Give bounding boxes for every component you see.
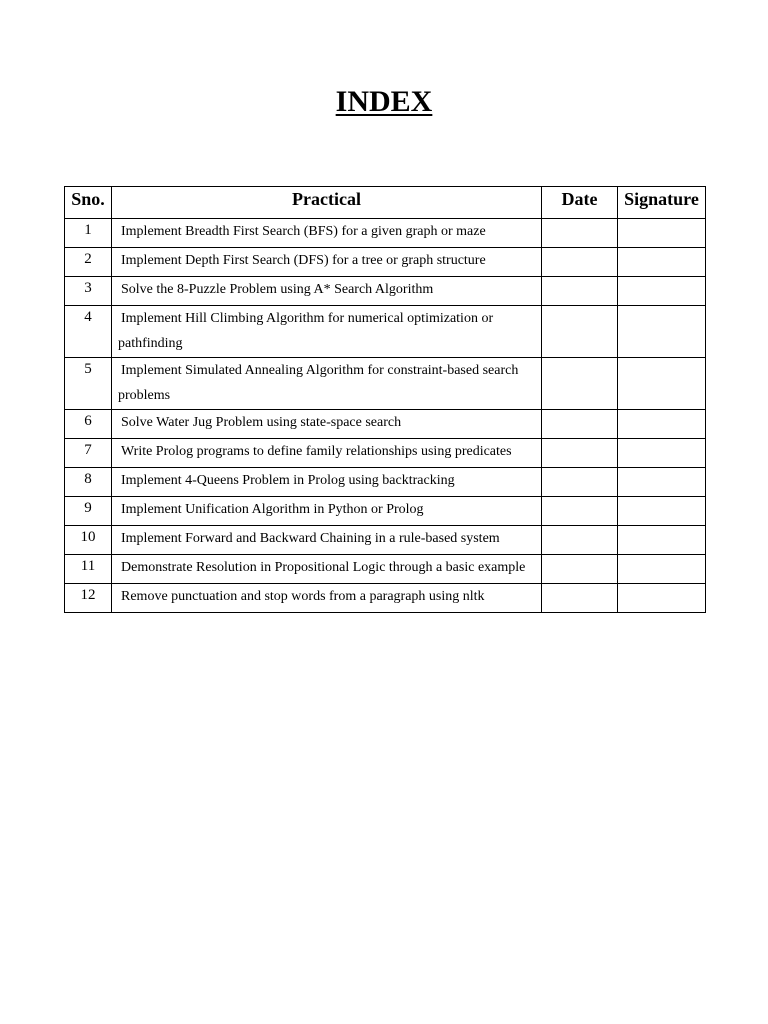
- practical-cell: [112, 248, 542, 277]
- practical-cell: [112, 277, 542, 306]
- table-row: [65, 555, 706, 584]
- date-cell: [542, 439, 618, 468]
- table-row: [65, 358, 706, 410]
- signature-cell: [618, 468, 706, 497]
- column-header-sno: Sno.: [65, 187, 112, 219]
- signature-cell: [618, 526, 706, 555]
- sno-cell: 9: [65, 497, 112, 526]
- table-header-row: [65, 187, 706, 219]
- sno-cell: 11: [65, 555, 112, 584]
- practical-text: Implement Hill Climbing Algorithm for numerical optimization or pathfinding: [118, 311, 494, 351]
- practical-text: Implement Depth First Search (DFS) for a tree or graph structure: [121, 253, 486, 268]
- index-table: [64, 186, 706, 613]
- sno-cell: 12: [65, 584, 112, 613]
- sno-cell: 1: [65, 219, 112, 248]
- table-row: [65, 439, 706, 468]
- practical-cell: [112, 306, 542, 358]
- date-cell: [542, 468, 618, 497]
- practical-cell: [112, 526, 542, 555]
- column-header-signature: Signature: [618, 187, 706, 219]
- practical-cell: [112, 219, 542, 248]
- signature-cell: [618, 439, 706, 468]
- practical-cell: [112, 410, 542, 439]
- date-cell: [542, 277, 618, 306]
- sno-cell: 8: [65, 468, 112, 497]
- date-cell: [542, 306, 618, 358]
- table-row: [65, 468, 706, 497]
- practical-cell: [112, 468, 542, 497]
- table-row: [65, 410, 706, 439]
- sno-cell: 6: [65, 410, 112, 439]
- practical-text: Solve Water Jug Problem using state-space search: [121, 415, 402, 430]
- signature-cell: [618, 248, 706, 277]
- date-cell: [542, 526, 618, 555]
- signature-cell: [618, 306, 706, 358]
- sno-cell: 10: [65, 526, 112, 555]
- date-cell: [542, 584, 618, 613]
- column-header-date: Date: [542, 187, 618, 219]
- sno-cell: 7: [65, 439, 112, 468]
- sno-cell: 4: [65, 306, 112, 358]
- date-cell: [542, 248, 618, 277]
- sno-cell: 5: [65, 358, 112, 410]
- practical-text: Implement Simulated Annealing Algorithm for constraint-based search problems: [118, 363, 519, 403]
- practical-cell: [112, 555, 542, 584]
- table-row: [65, 248, 706, 277]
- practical-cell: [112, 358, 542, 410]
- practical-text: Demonstrate Resolution in Propositional Logic through a basic example: [121, 560, 526, 575]
- date-cell: [542, 555, 618, 584]
- table-row: [65, 584, 706, 613]
- practical-text: Write Prolog programs to define family relationships using predicates: [121, 444, 512, 459]
- table-row: [65, 497, 706, 526]
- practical-cell: [112, 584, 542, 613]
- practical-text: Implement Forward and Backward Chaining in a rule-based system: [121, 531, 500, 546]
- signature-cell: [618, 584, 706, 613]
- date-cell: [542, 219, 618, 248]
- signature-cell: [618, 555, 706, 584]
- sno-cell: 2: [65, 248, 112, 277]
- signature-cell: [618, 277, 706, 306]
- date-cell: [542, 410, 618, 439]
- column-header-practical: Practical: [112, 187, 542, 219]
- table-row: [65, 219, 706, 248]
- signature-cell: [618, 410, 706, 439]
- practical-text: Solve the 8-Puzzle Problem using A* Search Algorithm: [121, 282, 434, 297]
- practical-cell: [112, 497, 542, 526]
- practical-text: Implement 4-Queens Problem in Prolog using backtracking: [121, 473, 455, 488]
- signature-cell: [618, 497, 706, 526]
- practical-text: Implement Breadth First Search (BFS) for a given graph or maze: [121, 224, 486, 239]
- page-title: INDEX: [335, 85, 433, 118]
- sno-cell: 3: [65, 277, 112, 306]
- practical-text: Remove punctuation and stop words from a paragraph using nltk: [121, 589, 485, 604]
- signature-cell: [618, 358, 706, 410]
- practical-cell: [112, 439, 542, 468]
- date-cell: [542, 358, 618, 410]
- table-row: [65, 526, 706, 555]
- table-row: [65, 306, 706, 358]
- table-row: [65, 277, 706, 306]
- table-body: [65, 219, 706, 613]
- practical-text: Implement Unification Algorithm in Python or Prolog: [121, 502, 424, 517]
- date-cell: [542, 497, 618, 526]
- signature-cell: [618, 219, 706, 248]
